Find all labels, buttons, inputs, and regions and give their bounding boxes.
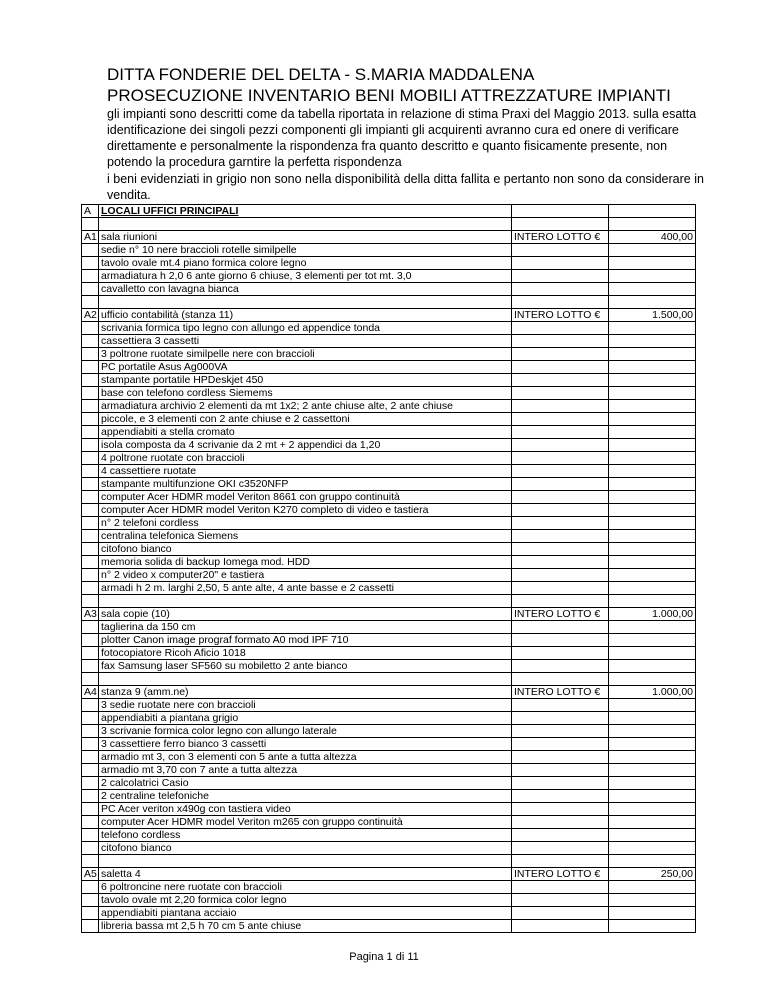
table-row bbox=[82, 543, 696, 556]
item-description-cell: computer Acer HDMR model Veriton m265 con gruppo continuità bbox=[99, 816, 512, 829]
item-description-cell bbox=[99, 218, 512, 231]
lot-label-cell bbox=[512, 517, 609, 530]
lot-amount-cell: 400,00 bbox=[609, 231, 696, 244]
lot-label-cell bbox=[512, 725, 609, 738]
table-row bbox=[82, 738, 696, 751]
item-description-cell: saletta 4 bbox=[99, 868, 512, 881]
lot-code-cell bbox=[82, 257, 99, 270]
table-row bbox=[82, 673, 696, 686]
table-row bbox=[82, 218, 696, 231]
item-description-cell: cassettiera 3 cassetti bbox=[99, 335, 512, 348]
lot-label-cell bbox=[512, 530, 609, 543]
lot-label-cell bbox=[512, 374, 609, 387]
lot-header-row bbox=[82, 608, 696, 621]
lot-amount-cell bbox=[609, 244, 696, 257]
lot-label-cell bbox=[512, 907, 609, 920]
lot-label-cell bbox=[512, 894, 609, 907]
lot-code-cell bbox=[82, 218, 99, 231]
table-row bbox=[82, 387, 696, 400]
item-description-cell: 3 cassettiere ferro bianco 3 cassetti bbox=[99, 738, 512, 751]
table-row bbox=[82, 881, 696, 894]
table-row bbox=[82, 556, 696, 569]
lot-code-cell bbox=[82, 283, 99, 296]
table-row bbox=[82, 400, 696, 413]
lot-label-cell bbox=[512, 582, 609, 595]
item-description-cell: stanza 9 (amm.ne) bbox=[99, 686, 512, 699]
item-description-cell: 6 poltroncine nere ruotate con braccioli bbox=[99, 881, 512, 894]
lot-label-cell bbox=[512, 400, 609, 413]
lot-code-cell bbox=[82, 296, 99, 309]
inventory-table-body bbox=[82, 205, 696, 933]
lot-code-cell bbox=[82, 322, 99, 335]
lot-amount-cell bbox=[609, 426, 696, 439]
lot-amount-cell bbox=[609, 335, 696, 348]
lot-code-cell: A5 bbox=[82, 868, 99, 881]
item-description-cell: taglierina da 150 cm bbox=[99, 621, 512, 634]
item-description-cell: libreria bassa mt 2,5 h 70 cm 5 ante chiuse bbox=[99, 920, 512, 933]
table-row bbox=[82, 803, 696, 816]
item-description-cell: armadio mt 3, con 3 elementi con 5 ante a tutta altezza bbox=[99, 751, 512, 764]
document-title-line-1: DITTA FONDERIE DEL DELTA - S.MARIA MADDALENA bbox=[107, 65, 535, 84]
item-description-cell: sala riunioni bbox=[99, 231, 512, 244]
lot-amount-cell bbox=[609, 634, 696, 647]
lot-label-cell bbox=[512, 673, 609, 686]
lot-label-cell: INTERO LOTTO € bbox=[512, 231, 609, 244]
lot-header-row bbox=[82, 231, 696, 244]
item-description-cell: LOCALI UFFICI PRINCIPALI bbox=[99, 205, 512, 218]
lot-code-cell bbox=[82, 829, 99, 842]
lot-code-cell bbox=[82, 517, 99, 530]
item-description-cell: cavalletto con lavagna bianca bbox=[99, 283, 512, 296]
lot-code-cell bbox=[82, 361, 99, 374]
lot-amount-cell: 1.500,00 bbox=[609, 309, 696, 322]
item-description-cell: appendiabiti piantana acciaio bbox=[99, 907, 512, 920]
lot-amount-cell bbox=[609, 920, 696, 933]
lot-code-cell bbox=[82, 673, 99, 686]
lot-amount-cell bbox=[609, 205, 696, 218]
table-row bbox=[82, 595, 696, 608]
lot-label-cell bbox=[512, 855, 609, 868]
item-description-cell: armadiatura archivio 2 elementi da mt 1x2; 2 ante chiuse alte, 2 ante chiuse bbox=[99, 400, 512, 413]
item-description-cell: armadiatura h 2,0 6 ante giorno 6 chiuse, 3 elementi per tot mt. 3,0 bbox=[99, 270, 512, 283]
lot-code-cell bbox=[82, 426, 99, 439]
item-description-cell bbox=[99, 855, 512, 868]
availability-note: i beni evidenziati in grigio non sono nella disponibilità della ditta fallita e pertanto non sono da considerare in vendita. bbox=[107, 172, 704, 202]
lot-label-cell bbox=[512, 361, 609, 374]
lot-code-cell bbox=[82, 777, 99, 790]
item-description-cell: plotter Canon image prograf formato A0 mod IPF 710 bbox=[99, 634, 512, 647]
lot-code-cell bbox=[82, 530, 99, 543]
item-description-cell: 3 scrivanie formica color legno con allungo laterale bbox=[99, 725, 512, 738]
item-description-cell: 4 cassettiere ruotate bbox=[99, 465, 512, 478]
inventory-table bbox=[81, 204, 696, 933]
table-row bbox=[82, 790, 696, 803]
lot-label-cell: INTERO LOTTO € bbox=[512, 686, 609, 699]
table-row bbox=[82, 517, 696, 530]
lot-amount-cell bbox=[609, 816, 696, 829]
lot-label-cell bbox=[512, 556, 609, 569]
lot-amount-cell bbox=[609, 777, 696, 790]
table-row bbox=[82, 829, 696, 842]
lot-code-cell bbox=[82, 855, 99, 868]
lot-amount-cell bbox=[609, 712, 696, 725]
lot-label-cell bbox=[512, 283, 609, 296]
table-row bbox=[82, 725, 696, 738]
lot-code-cell bbox=[82, 504, 99, 517]
lot-amount-cell bbox=[609, 374, 696, 387]
lot-label-cell bbox=[512, 790, 609, 803]
lot-label-cell bbox=[512, 764, 609, 777]
item-description-cell: centralina telefonica Siemens bbox=[99, 530, 512, 543]
lot-amount-cell: 250,00 bbox=[609, 868, 696, 881]
item-description-cell: tavolo ovale mt.4 piano formica colore legno bbox=[99, 257, 512, 270]
lot-amount-cell bbox=[609, 803, 696, 816]
lot-label-cell bbox=[512, 777, 609, 790]
lot-label-cell bbox=[512, 387, 609, 400]
lot-code-cell bbox=[82, 634, 99, 647]
lot-label-cell bbox=[512, 920, 609, 933]
lot-amount-cell bbox=[609, 270, 696, 283]
lot-code-cell bbox=[82, 725, 99, 738]
table-row bbox=[82, 491, 696, 504]
lot-label-cell bbox=[512, 452, 609, 465]
document-title-line-2: PROSECUZIONE INVENTARIO BENI MOBILI ATTREZZATURE IMPIANTI bbox=[107, 86, 671, 105]
lot-code-cell bbox=[82, 920, 99, 933]
table-row bbox=[82, 283, 696, 296]
lot-label-cell bbox=[512, 205, 609, 218]
lot-label-cell bbox=[512, 842, 609, 855]
lot-code-cell: A3 bbox=[82, 608, 99, 621]
table-row bbox=[82, 816, 696, 829]
lot-label-cell bbox=[512, 270, 609, 283]
table-row bbox=[82, 712, 696, 725]
lot-code-cell bbox=[82, 348, 99, 361]
table-row bbox=[82, 257, 696, 270]
table-row bbox=[82, 842, 696, 855]
table-row bbox=[82, 621, 696, 634]
item-description-cell: isola composta da 4 scrivanie da 2 mt + 2 appendici da 1,20 bbox=[99, 439, 512, 452]
lot-label-cell bbox=[512, 881, 609, 894]
lot-code-cell bbox=[82, 387, 99, 400]
lot-amount-cell bbox=[609, 907, 696, 920]
lot-label-cell bbox=[512, 244, 609, 257]
table-row bbox=[82, 855, 696, 868]
table-row bbox=[82, 335, 696, 348]
lot-label-cell bbox=[512, 348, 609, 361]
item-description-cell: PC Acer veriton x490g con tastiera video bbox=[99, 803, 512, 816]
table-row bbox=[82, 478, 696, 491]
table-row bbox=[82, 244, 696, 257]
lot-label-cell bbox=[512, 218, 609, 231]
item-description-cell: sedie n° 10 nere braccioli rotelle similpelle bbox=[99, 244, 512, 257]
lot-code-cell bbox=[82, 491, 99, 504]
lot-code-cell bbox=[82, 400, 99, 413]
table-row bbox=[82, 322, 696, 335]
lot-code-cell bbox=[82, 712, 99, 725]
item-description-cell: ufficio contabilità (stanza 11) bbox=[99, 309, 512, 322]
lot-code-cell bbox=[82, 569, 99, 582]
lot-label-cell bbox=[512, 829, 609, 842]
lot-code-cell bbox=[82, 816, 99, 829]
table-row bbox=[82, 777, 696, 790]
lot-code-cell bbox=[82, 621, 99, 634]
lot-code-cell bbox=[82, 764, 99, 777]
table-row bbox=[82, 504, 696, 517]
table-row bbox=[82, 530, 696, 543]
lot-amount-cell: 1.000,00 bbox=[609, 686, 696, 699]
lot-amount-cell bbox=[609, 751, 696, 764]
lot-amount-cell bbox=[609, 569, 696, 582]
lot-label-cell: INTERO LOTTO € bbox=[512, 608, 609, 621]
lot-label-cell bbox=[512, 738, 609, 751]
intro-paragraph: gli impianti sono descritti come da tabella riportata in relazione di stima Praxi del Maggio 2013. sulla esatta identificazione dei singoli pezzi componenti gli impianti gli acquirenti avranno cura ed onere di verificare direttamente e personalmente la rispondenza fra quanto descritto e quanto fisicamente presente, non potendo la procedura garntire la perfetta rispondenza bbox=[107, 107, 697, 169]
lot-code-cell bbox=[82, 374, 99, 387]
item-description-cell: n° 2 telefoni cordless bbox=[99, 517, 512, 530]
page-footer: Pagina 1 di 11 bbox=[349, 951, 419, 963]
table-row bbox=[82, 751, 696, 764]
lot-code-cell bbox=[82, 465, 99, 478]
item-description-cell: telefono cordless bbox=[99, 829, 512, 842]
table-row bbox=[82, 634, 696, 647]
table-row bbox=[82, 348, 696, 361]
lot-label-cell bbox=[512, 257, 609, 270]
item-description-cell: fax Samsung laser SF560 su mobiletto 2 ante bianco bbox=[99, 660, 512, 673]
lot-amount-cell bbox=[609, 517, 696, 530]
lot-amount-cell bbox=[609, 647, 696, 660]
table-row bbox=[82, 907, 696, 920]
lot-code-cell bbox=[82, 335, 99, 348]
item-description-cell: computer Acer HDMR model Veriton K270 completo di video e tastiera bbox=[99, 504, 512, 517]
item-description-cell: n° 2 video x computer20" e tastiera bbox=[99, 569, 512, 582]
item-description-cell: 4 poltrone ruotate con braccioli bbox=[99, 452, 512, 465]
lot-label-cell bbox=[512, 595, 609, 608]
table-row bbox=[82, 920, 696, 933]
lot-amount-cell bbox=[609, 699, 696, 712]
lot-amount-cell bbox=[609, 400, 696, 413]
lot-amount-cell bbox=[609, 673, 696, 686]
lot-code-cell bbox=[82, 699, 99, 712]
lot-code-cell bbox=[82, 907, 99, 920]
lot-amount-cell bbox=[609, 478, 696, 491]
lot-amount-cell bbox=[609, 660, 696, 673]
lot-code-cell bbox=[82, 842, 99, 855]
item-description-cell: stampante multifunzione OKI c3520NFP bbox=[99, 478, 512, 491]
lot-label-cell bbox=[512, 478, 609, 491]
lot-label-cell bbox=[512, 816, 609, 829]
lot-amount-cell bbox=[609, 725, 696, 738]
lot-amount-cell bbox=[609, 764, 696, 777]
lot-code-cell bbox=[82, 660, 99, 673]
table-row bbox=[82, 582, 696, 595]
lot-amount-cell bbox=[609, 842, 696, 855]
table-row bbox=[82, 413, 696, 426]
lot-amount-cell bbox=[609, 283, 696, 296]
lot-label-cell bbox=[512, 504, 609, 517]
lot-label-cell bbox=[512, 465, 609, 478]
lot-amount-cell bbox=[609, 894, 696, 907]
lot-code-cell bbox=[82, 894, 99, 907]
lot-amount-cell bbox=[609, 855, 696, 868]
item-description-cell: 2 centraline telefoniche bbox=[99, 790, 512, 803]
lot-code-cell bbox=[82, 270, 99, 283]
lot-amount-cell bbox=[609, 790, 696, 803]
lot-amount-cell bbox=[609, 621, 696, 634]
lot-label-cell bbox=[512, 647, 609, 660]
lot-amount-cell bbox=[609, 218, 696, 231]
lot-amount-cell bbox=[609, 556, 696, 569]
lot-code-cell bbox=[82, 738, 99, 751]
lot-code-cell bbox=[82, 582, 99, 595]
lot-label-cell bbox=[512, 803, 609, 816]
item-description-cell: scrivania formica tipo legno con allungo ed appendice tonda bbox=[99, 322, 512, 335]
section-header-row bbox=[82, 205, 696, 218]
lot-code-cell bbox=[82, 751, 99, 764]
lot-label-cell bbox=[512, 335, 609, 348]
lot-amount-cell: 1.000,00 bbox=[609, 608, 696, 621]
lot-label-cell bbox=[512, 543, 609, 556]
item-description-cell: base con telefono cordless Siemems bbox=[99, 387, 512, 400]
lot-amount-cell bbox=[609, 582, 696, 595]
lot-code-cell bbox=[82, 556, 99, 569]
lot-code-cell bbox=[82, 244, 99, 257]
lot-header-row bbox=[82, 309, 696, 322]
table-row bbox=[82, 296, 696, 309]
lot-label-cell bbox=[512, 491, 609, 504]
lot-amount-cell bbox=[609, 543, 696, 556]
item-description-cell bbox=[99, 673, 512, 686]
item-description-cell: citofono bianco bbox=[99, 543, 512, 556]
lot-code-cell bbox=[82, 647, 99, 660]
table-row bbox=[82, 660, 696, 673]
lot-amount-cell bbox=[609, 452, 696, 465]
lot-amount-cell bbox=[609, 829, 696, 842]
item-description-cell: computer Acer HDMR model Veriton 8661 con gruppo continuità bbox=[99, 491, 512, 504]
lot-code-cell: A bbox=[82, 205, 99, 218]
item-description-cell: PC portatile Asus Ag000VA bbox=[99, 361, 512, 374]
lot-label-cell bbox=[512, 634, 609, 647]
lot-amount-cell bbox=[609, 530, 696, 543]
lot-label-cell bbox=[512, 712, 609, 725]
lot-header-row bbox=[82, 686, 696, 699]
item-description-cell: fotocopiatore Ricoh Aficio 1018 bbox=[99, 647, 512, 660]
table-row bbox=[82, 426, 696, 439]
item-description-cell: memoria solida di backup Iomega mod. HDD bbox=[99, 556, 512, 569]
lot-amount-cell bbox=[609, 361, 696, 374]
lot-code-cell bbox=[82, 413, 99, 426]
lot-code-cell bbox=[82, 790, 99, 803]
item-description-cell: armadio mt 3,70 con 7 ante a tutta altezza bbox=[99, 764, 512, 777]
lot-amount-cell bbox=[609, 465, 696, 478]
item-description-cell: piccole, e 3 elementi con 2 ante chiuse e 2 cassettoni bbox=[99, 413, 512, 426]
table-row bbox=[82, 894, 696, 907]
lot-amount-cell bbox=[609, 595, 696, 608]
item-description-cell: 2 calcolatrici Casio bbox=[99, 777, 512, 790]
lot-code-cell bbox=[82, 439, 99, 452]
item-description-cell: 3 sedie ruotate nere con braccioli bbox=[99, 699, 512, 712]
item-description-cell: sala copie (10) bbox=[99, 608, 512, 621]
lot-amount-cell bbox=[609, 348, 696, 361]
table-row bbox=[82, 569, 696, 582]
lot-amount-cell bbox=[609, 504, 696, 517]
lot-code-cell bbox=[82, 452, 99, 465]
table-row bbox=[82, 439, 696, 452]
item-description-cell: citofono bianco bbox=[99, 842, 512, 855]
lot-label-cell bbox=[512, 621, 609, 634]
item-description-cell: stampante portatile HPDeskjet 450 bbox=[99, 374, 512, 387]
table-row bbox=[82, 699, 696, 712]
table-row bbox=[82, 647, 696, 660]
lot-label-cell: INTERO LOTTO € bbox=[512, 309, 609, 322]
lot-amount-cell bbox=[609, 387, 696, 400]
lot-label-cell bbox=[512, 296, 609, 309]
item-description-cell: appendiabiti a stella cromato bbox=[99, 426, 512, 439]
lot-code-cell: A4 bbox=[82, 686, 99, 699]
lot-code-cell: A1 bbox=[82, 231, 99, 244]
lot-code-cell: A2 bbox=[82, 309, 99, 322]
lot-label-cell: INTERO LOTTO € bbox=[512, 868, 609, 881]
lot-label-cell bbox=[512, 699, 609, 712]
item-description-cell bbox=[99, 595, 512, 608]
lot-code-cell bbox=[82, 543, 99, 556]
table-row bbox=[82, 270, 696, 283]
lot-code-cell bbox=[82, 881, 99, 894]
lot-label-cell bbox=[512, 660, 609, 673]
lot-amount-cell bbox=[609, 296, 696, 309]
item-description-cell: armadi h 2 m. larghi 2,50, 5 ante alte, 4 ante basse e 2 cassetti bbox=[99, 582, 512, 595]
lot-code-cell bbox=[82, 478, 99, 491]
table-row bbox=[82, 465, 696, 478]
lot-amount-cell bbox=[609, 881, 696, 894]
lot-label-cell bbox=[512, 426, 609, 439]
table-row bbox=[82, 361, 696, 374]
item-description-cell: 3 poltrone ruotate similpelle nere con braccioli bbox=[99, 348, 512, 361]
item-description-cell bbox=[99, 296, 512, 309]
table-row bbox=[82, 452, 696, 465]
table-row bbox=[82, 374, 696, 387]
item-description-cell: appendiabiti a piantana grigio bbox=[99, 712, 512, 725]
lot-amount-cell bbox=[609, 439, 696, 452]
lot-code-cell bbox=[82, 803, 99, 816]
lot-code-cell bbox=[82, 595, 99, 608]
lot-amount-cell bbox=[609, 257, 696, 270]
lot-amount-cell bbox=[609, 738, 696, 751]
lot-label-cell bbox=[512, 751, 609, 764]
item-description-cell: tavolo ovale mt 2,20 formica color legno bbox=[99, 894, 512, 907]
lot-amount-cell bbox=[609, 322, 696, 335]
lot-label-cell bbox=[512, 569, 609, 582]
lot-label-cell bbox=[512, 439, 609, 452]
lot-header-row bbox=[82, 868, 696, 881]
lot-label-cell bbox=[512, 322, 609, 335]
lot-amount-cell bbox=[609, 413, 696, 426]
lot-amount-cell bbox=[609, 491, 696, 504]
table-row bbox=[82, 764, 696, 777]
lot-label-cell bbox=[512, 413, 609, 426]
